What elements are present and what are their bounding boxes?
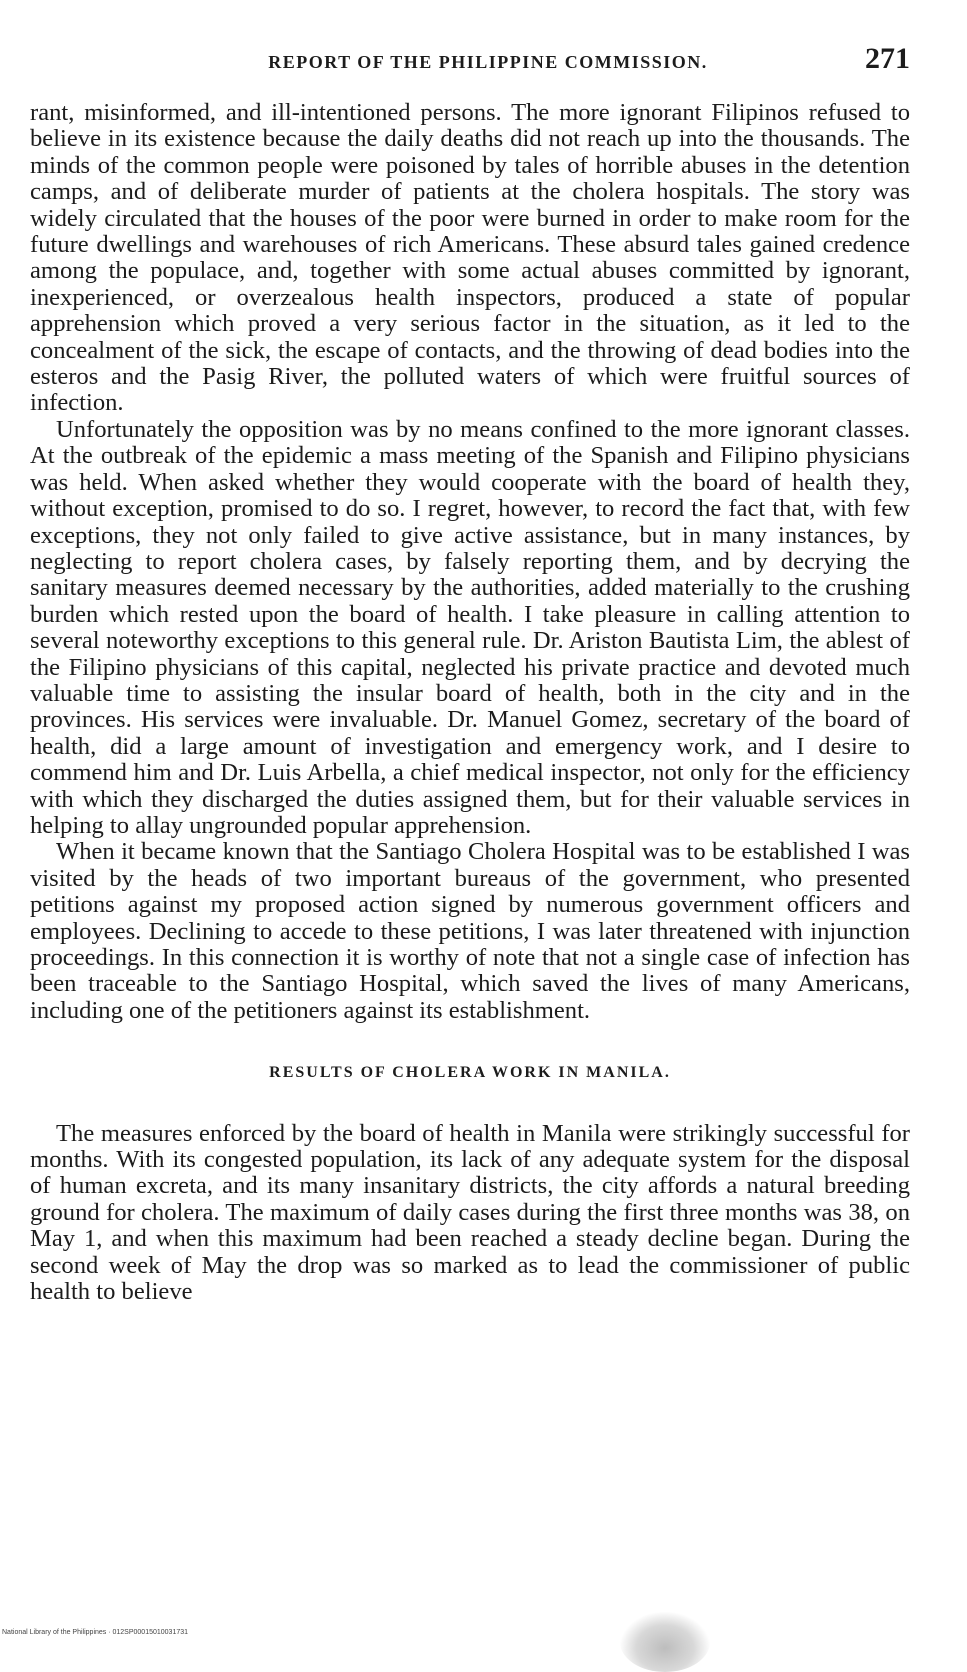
section-heading: RESULTS OF CHOLERA WORK IN MANILA.	[269, 1064, 671, 1082]
running-title: REPORT OF THE PHILIPPINE COMMISSION.	[268, 52, 708, 72]
scan-thumb-smudge	[620, 1612, 710, 1672]
paragraph-santiago-hospital: When it became known that the Santiago Cholera Hospital was to be established I was visited by the heads of two important bureaus of the government, who presented petitions against my proposed action signed by numerous government officers and employees. Declining to accede to these petitions, I was later threatened with injunction proceedings. In this connection it is worthy of note that not a single case of infection has been traceable to the Santiago Hospital, which saved the lives of many Americans, including one of the petitioners against its establishment.	[30, 838, 910, 1024]
running-head	[60, 42, 916, 82]
library-scan-stamp: National Library of the Philippines · 012SP00015010031731	[2, 1629, 189, 1636]
paragraph-continued: rant, misinformed, and ill-intentioned persons. The more ignorant Filipinos refused to believe in its existence because the daily deaths did not reach up into the thousands. The minds of the common people were poisoned by tales of horrible abuses in the detention camps, and of deliberate murder of patients at the cholera hospitals. The story was widely circulated that the houses of the poor were burned in order to make room for the future dwellings and warehouses of rich Americans. These absurd tales gained credence among the populace, and, together with some actual abuses committed by ignorant, inexperienced, or overzealous health inspectors, produced a state of popular apprehension which proved a very serious factor in the situation, as it led to the concealment of the sick, the escape of contacts, and the throwing of dead bodies into the esteros and the Pasig River, the polluted waters of which were fruitful sources of infection.	[30, 99, 910, 417]
body-text	[30, 100, 910, 1305]
page-number: 271	[865, 42, 910, 75]
paragraph-results: The measures enforced by the board of health in Manila were strikingly successful for months. With its congested population, its lack of any adequate system for the disposal of human excreta, and its many insanitary districts, the city affords a natural breeding ground for cholera. The maximum of daily cases during the first three months was 38, on May 1, and when this maximum had been reached a steady decline began. During the second week of May the drop was so marked as to lead the commissioner of public health to believe	[30, 1119, 910, 1306]
paragraph-opposition: Unfortunately the opposition was by no means confined to the more ignorant classes. At the outbreak of the epidemic a mass meeting of the Spanish and Filipino physicians was held. When asked whether they would cooperate with the board of health they, without exception, promised to do so. I regret, however, to record the fact that, with few exceptions, they not only failed to give active assistance, but in many instances, by neglecting to report cholera cases, by falsely reporting them, and by decrying the sanitary measures deemed necessary by the authorities, added materially to the crushing burden which rested upon the board of health. I take pleasure in calling attention to several noteworthy exceptions to this general rule. Dr. Ariston Bautista Lim, the ablest of the Filipino physicians of this capital, neglected his private practice and devoted much valuable time to assisting the insular board of health, both in the city and in the provinces. His services were invaluable. Dr. Manuel Gomez, secretary of the board of health, did a large amount of investigation and emergency work, and I desire to commend him and Dr. Luis Arbella, a chief medical inspector, not only for the efficiency with which they discharged the duties assigned them, but for their valuable services in helping to allay ungrounded popular apprehension.	[30, 415, 910, 839]
